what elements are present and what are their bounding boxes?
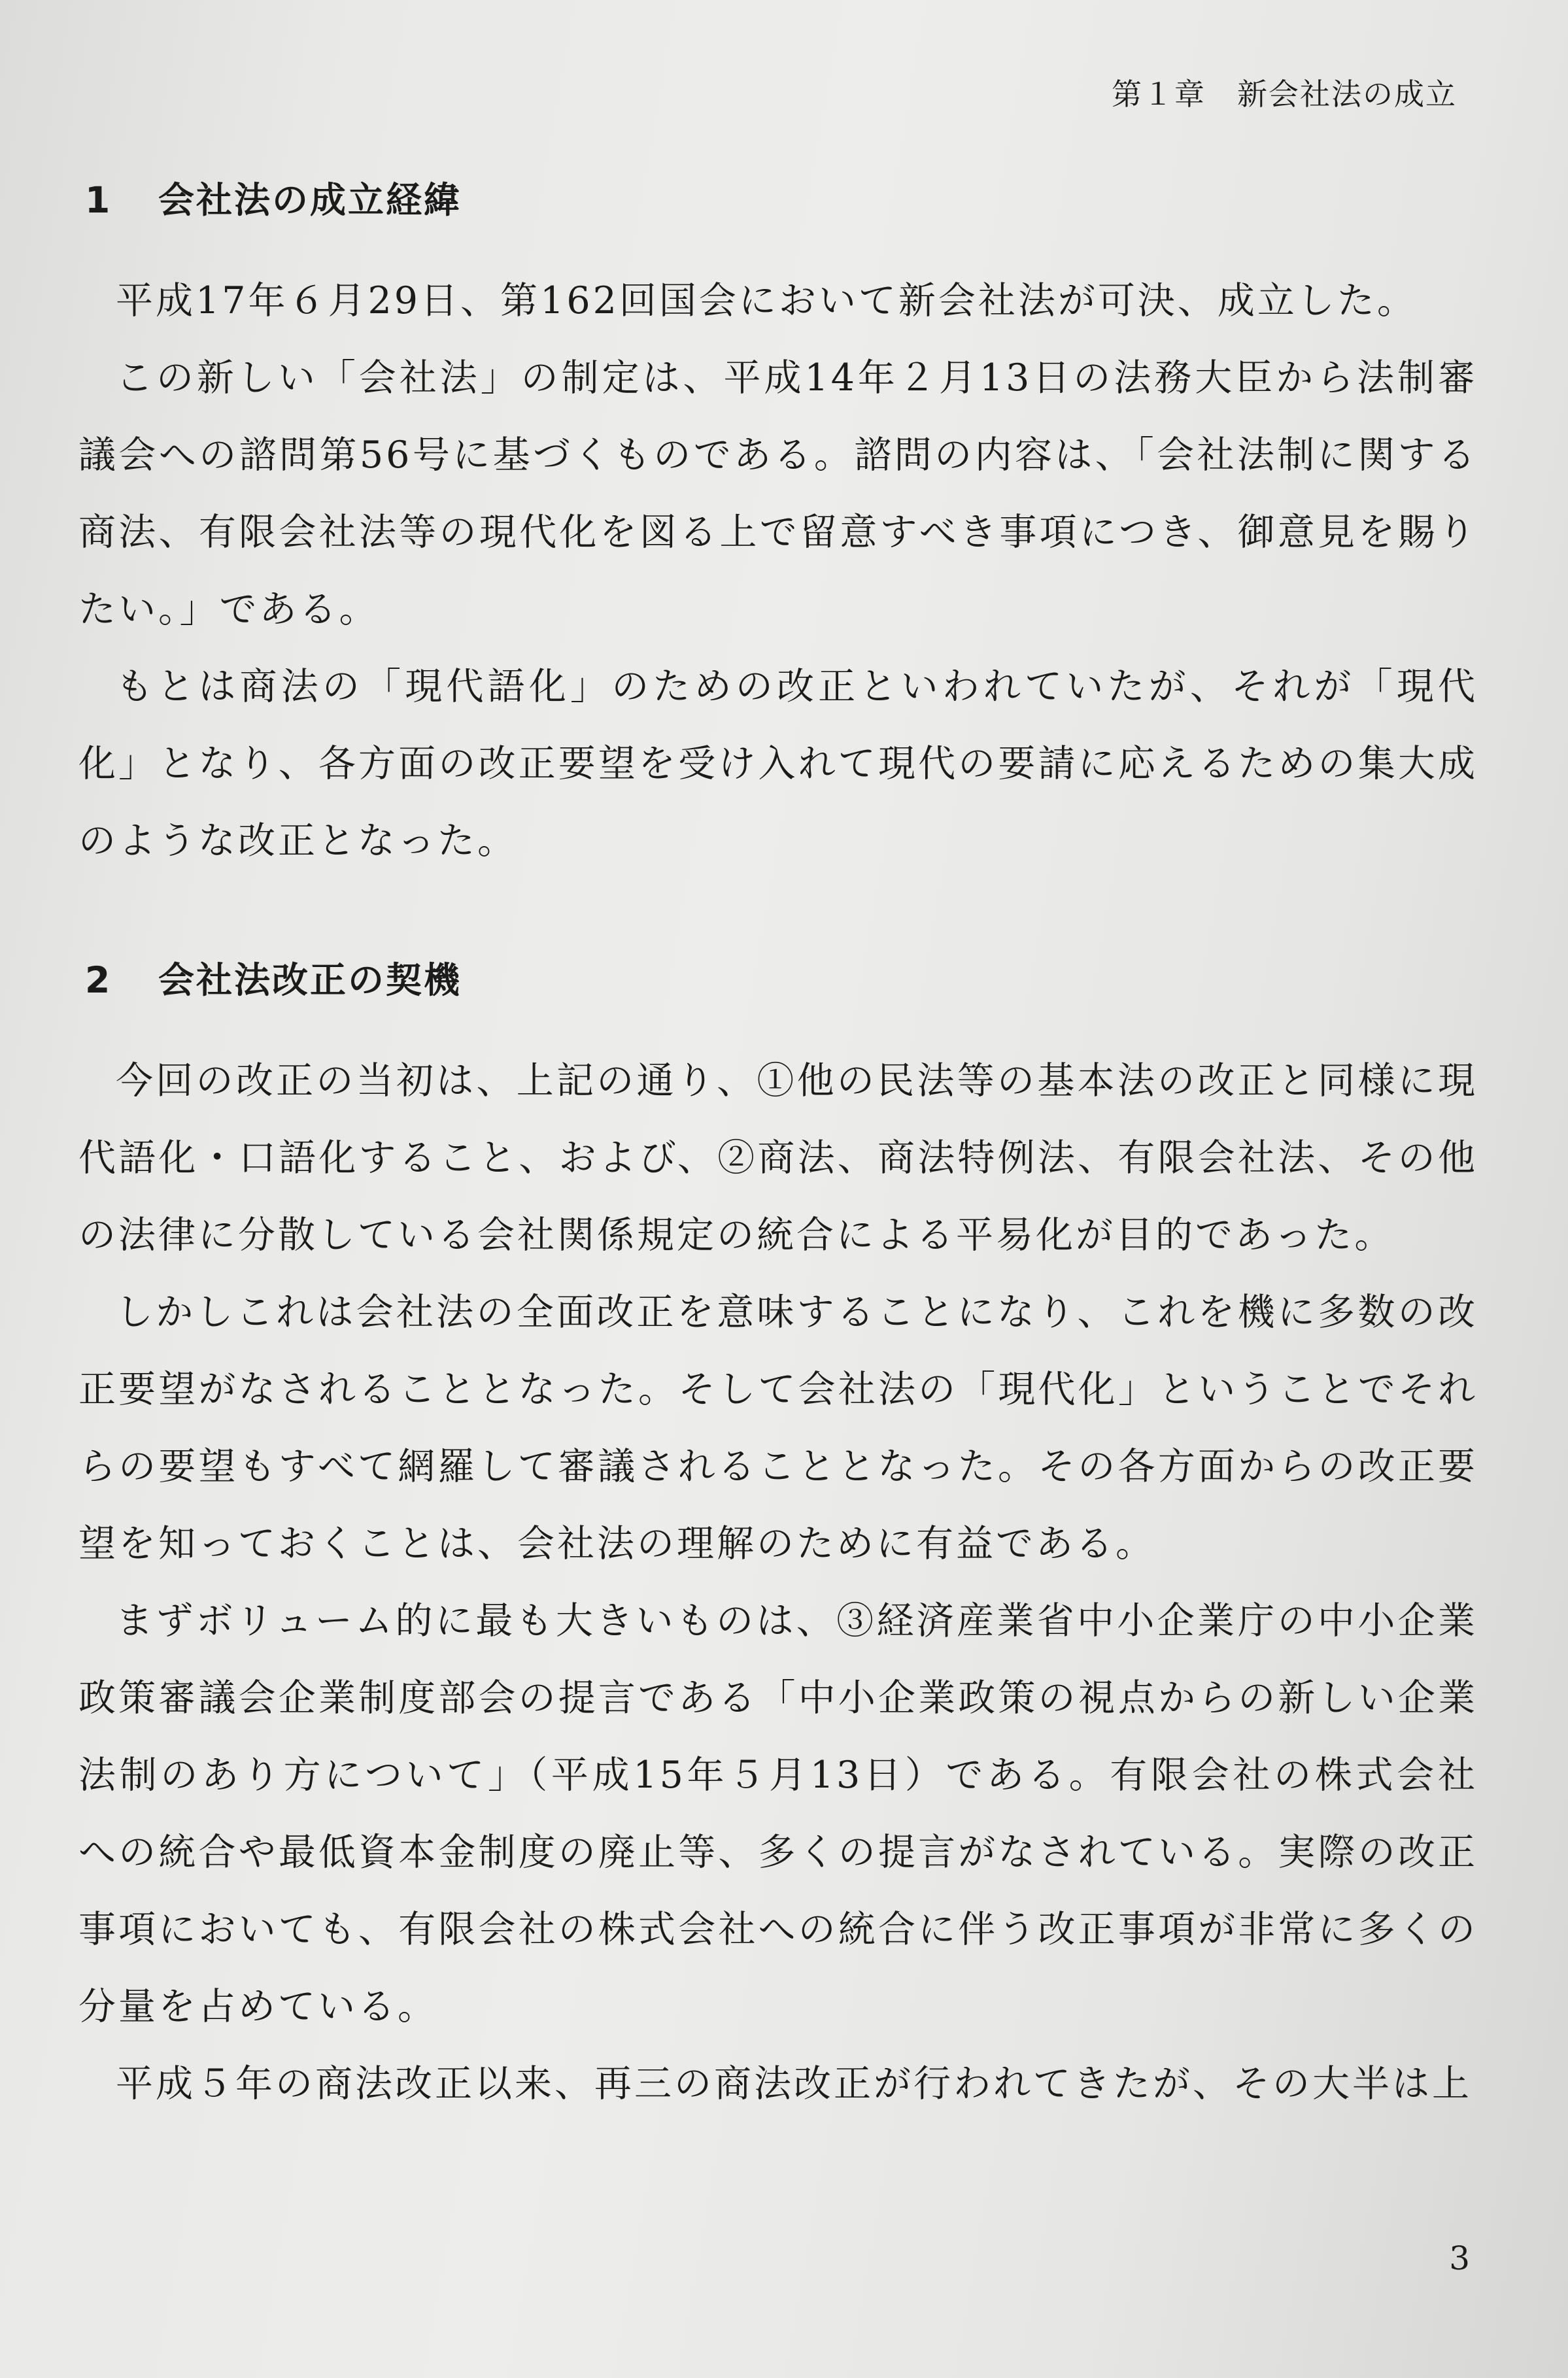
paragraph: 今回の改正の当初は、上記の通り、①他の民法等の基本法の改正と同様に現代語化・口語化すること、および、②商法、商法特例法、有限会社法、その他の法律に分散している会社関係規定の統合による平易化が目的であった。 <box>78 1059 1478 1257</box>
paragraph: 平成17年６月29日、第162回国会において新会社法が可決、成立した。 <box>116 279 1417 322</box>
section-number: 2 <box>85 959 112 1001</box>
paragraph: 平成５年の商法改正以来、再三の商法改正が行われてきたが、その大半は上 <box>116 2062 1472 2105</box>
paragraph: まずボリューム的に最も大きいものは、③経済産業省中小企業庁の中小企業政策審議会企業制度部会の提言である「中小企業政策の視点からの新しい企業法制のあり方について」（平成15年５月13日）である。有限会社の株式会社への統合や最低資本金制度の廃止等、多くの提言がなされている。実際の改正事項においても、有限会社の株式会社への統合に伴う改正事項が非常に多くの分量を占めている。 <box>78 1599 1478 2028</box>
section-heading-2 <box>85 951 1478 1003</box>
page-number: 3 <box>1449 2239 1470 2277</box>
section-heading-1 <box>85 171 1478 223</box>
page-content <box>78 171 1478 2122</box>
paragraph: もとは商法の「現代語化」のための改正といわれていたが、それが「現代化」となり、各方面の改正要望を受け入れて現代の要請に応えるための集大成のような改正となった。 <box>78 665 1478 862</box>
section-title: 会社法の成立経緯 <box>158 179 462 221</box>
section-number: 1 <box>85 179 112 221</box>
running-head: 第１章 新会社法の成立 <box>1112 76 1457 112</box>
section-title: 会社法改正の契機 <box>158 959 462 1001</box>
paragraph: この新しい「会社法」の制定は、平成14年２月13日の法務大臣から法制審議会への諮問第56号に基づくものである。諮問の内容は、「会社法制に関する商法、有限会社法等の現代化を図る上で留意すべき事項につき、御意見を賜りたい。」である。 <box>78 356 1478 631</box>
paragraph: しかしこれは会社法の全面改正を意味することになり、これを機に多数の改正要望がなされることとなった。そして会社法の「現代化」ということでそれらの要望もすべて網羅して審議されることとなった。その各方面からの改正要望を知っておくことは、会社法の理解のために有益である。 <box>78 1291 1478 1565</box>
